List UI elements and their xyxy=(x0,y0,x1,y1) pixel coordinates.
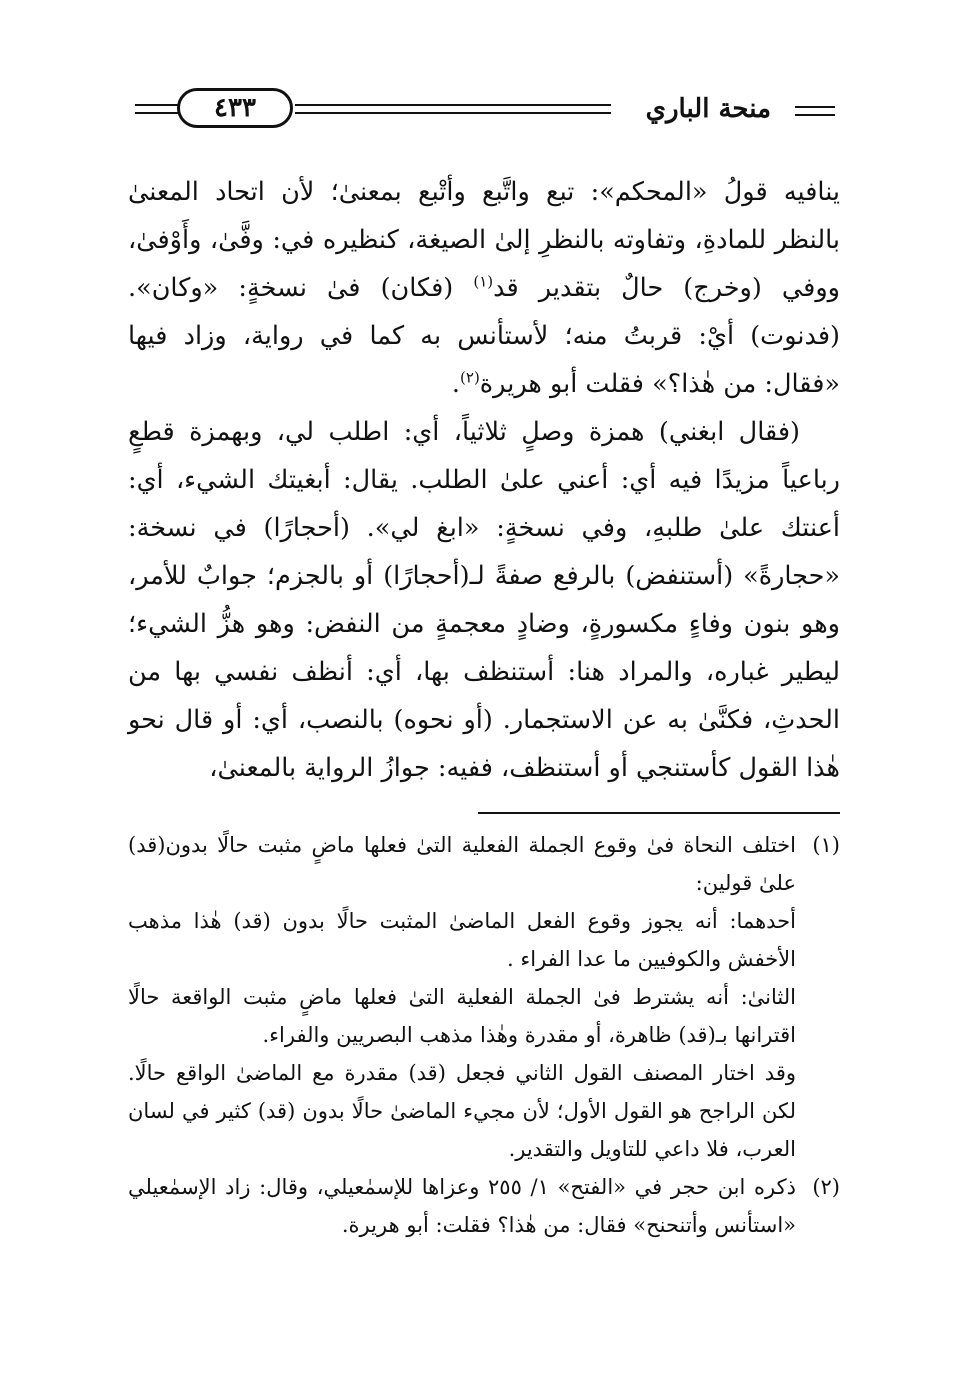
header-rule-middle-bottom xyxy=(295,112,611,114)
header-rule-right-top xyxy=(795,106,835,108)
paragraph-2: (فقال ابغني) همزة وصلٍ ثلاثياً، أي: اطلب لي، وبهمزة قطعٍ رباعياً مزيدًا فيه أي: أعني علىٰ الطلب. يقال: أبغيتك الشيء، أي: أعنتك علىٰ طلبهِ، وفي نسخةٍ: «ابغ لي». (أحجارًا) في نسخة: «حجارةً» (أستنفض) بالرفع صفةً لـ(أحجارًا) أو بالجزم؛ جوابٌ للأمر، وهو بنون وفاءٍ مكسورةٍ، وضادٍ معجمةٍ من النفض: وهو هزُّ الشيء؛ ليطير غباره، والمراد هنا: أستنظف بها، أي: أنظف نفسي بها من الحدثِ، فكنَّىٰ به عن الاستجمار. (أو نحوه) بالنصب، أي: أو قال نحو هٰذا القول كأستنجي أو أستنظف، ففيه: جوازُ الرواية بالمعنىٰ، xyxy=(128,417,840,783)
footnote-ref-1[interactable]: (١) xyxy=(473,272,494,291)
footnote-body xyxy=(128,826,796,1168)
main-text xyxy=(128,168,840,792)
footnote-1 xyxy=(128,826,840,1168)
paragraph-1-text-cont: (فكان) فىٰ نسخةٍ: «وكان». (فدنوت) أيْ: قربتُ منه؛ لأستأنس به كما في رواية، وزاد فيها «فقال: من هٰذا؟» فقلت أبو هريرة xyxy=(128,273,840,399)
footnote-body xyxy=(128,1168,796,1244)
header-rule-middle-top xyxy=(295,104,611,106)
header-rule-left-top xyxy=(135,104,179,106)
footnote-paragraph: الثانىٰ: أنه يشترط فىٰ الجملة الفعلية التىٰ فعلها ماضٍ مثبت الواقعة حالًا اقترانها بـ(قد) ظاهرة، أو مقدرة وهٰذا مذهب البصريين والفراء. xyxy=(128,985,796,1047)
footnote-number: (١) xyxy=(812,833,840,857)
footnote-paragraph: اختلف النحاة فىٰ وقوع الجملة الفعلية التىٰ فعلها ماضٍ مثبت حالًا بدون(قد) علىٰ قولين: xyxy=(128,833,796,895)
footnote-paragraph: أحدهما: أنه يجوز وقوع الفعل الماضىٰ المثبت حالًا بدون (قد) هٰذا مذهب الأخفش والكوفيين ما عدا الفراء . xyxy=(128,909,796,971)
paragraph-1-text: ينافيه قولُ «المحكم»: تبع واتَّبع وأتْبع بمعنىٰ؛ لأن اتحاد المعنىٰ بالنظر للمادةِ، وتفاوته بالنظرِ إلىٰ الصيغة، كنظيره في: وفَّىٰ، وأَوْفىٰ، ووفي (وخرج) حالٌ بتقدير قد xyxy=(128,177,840,303)
page-header xyxy=(135,88,835,136)
footnote-paragraph: وقد اختار المصنف القول الثاني فجعل (قد) مقدرة مع الماضىٰ الواقع حالًا. لكن الراجح هو القول الأول؛ لأن مجيء الماضىٰ حالًا بدون (قد) كثير في لسان العرب، فلا داعي للتاويل والتقدير. xyxy=(128,1061,796,1161)
running-title: منحة الباري xyxy=(645,94,771,124)
footnote-number: (٢) xyxy=(812,1175,840,1199)
header-rule-right-bottom xyxy=(795,114,835,116)
paragraph-1 xyxy=(128,168,840,408)
page-number: ٤٣٣ xyxy=(177,88,293,128)
footnote-ref-2[interactable]: (٢) xyxy=(460,368,480,387)
footnote-paragraph: ذكره ابن حجر في «الفتح» ١/ ٢٥٥ وعزاها للإسمٰعيلي، وقال: زاد الإسمٰعيلي «استأنس وأتنحنح» فقال: من هٰذا؟ فقلت: أبو هريرة. xyxy=(128,1175,796,1237)
paragraph-1-end: . xyxy=(451,369,461,399)
header-rule-left-bottom xyxy=(135,112,179,114)
footnote-divider xyxy=(478,812,840,814)
footnote-2 xyxy=(128,1168,840,1244)
footnotes xyxy=(128,826,840,1244)
